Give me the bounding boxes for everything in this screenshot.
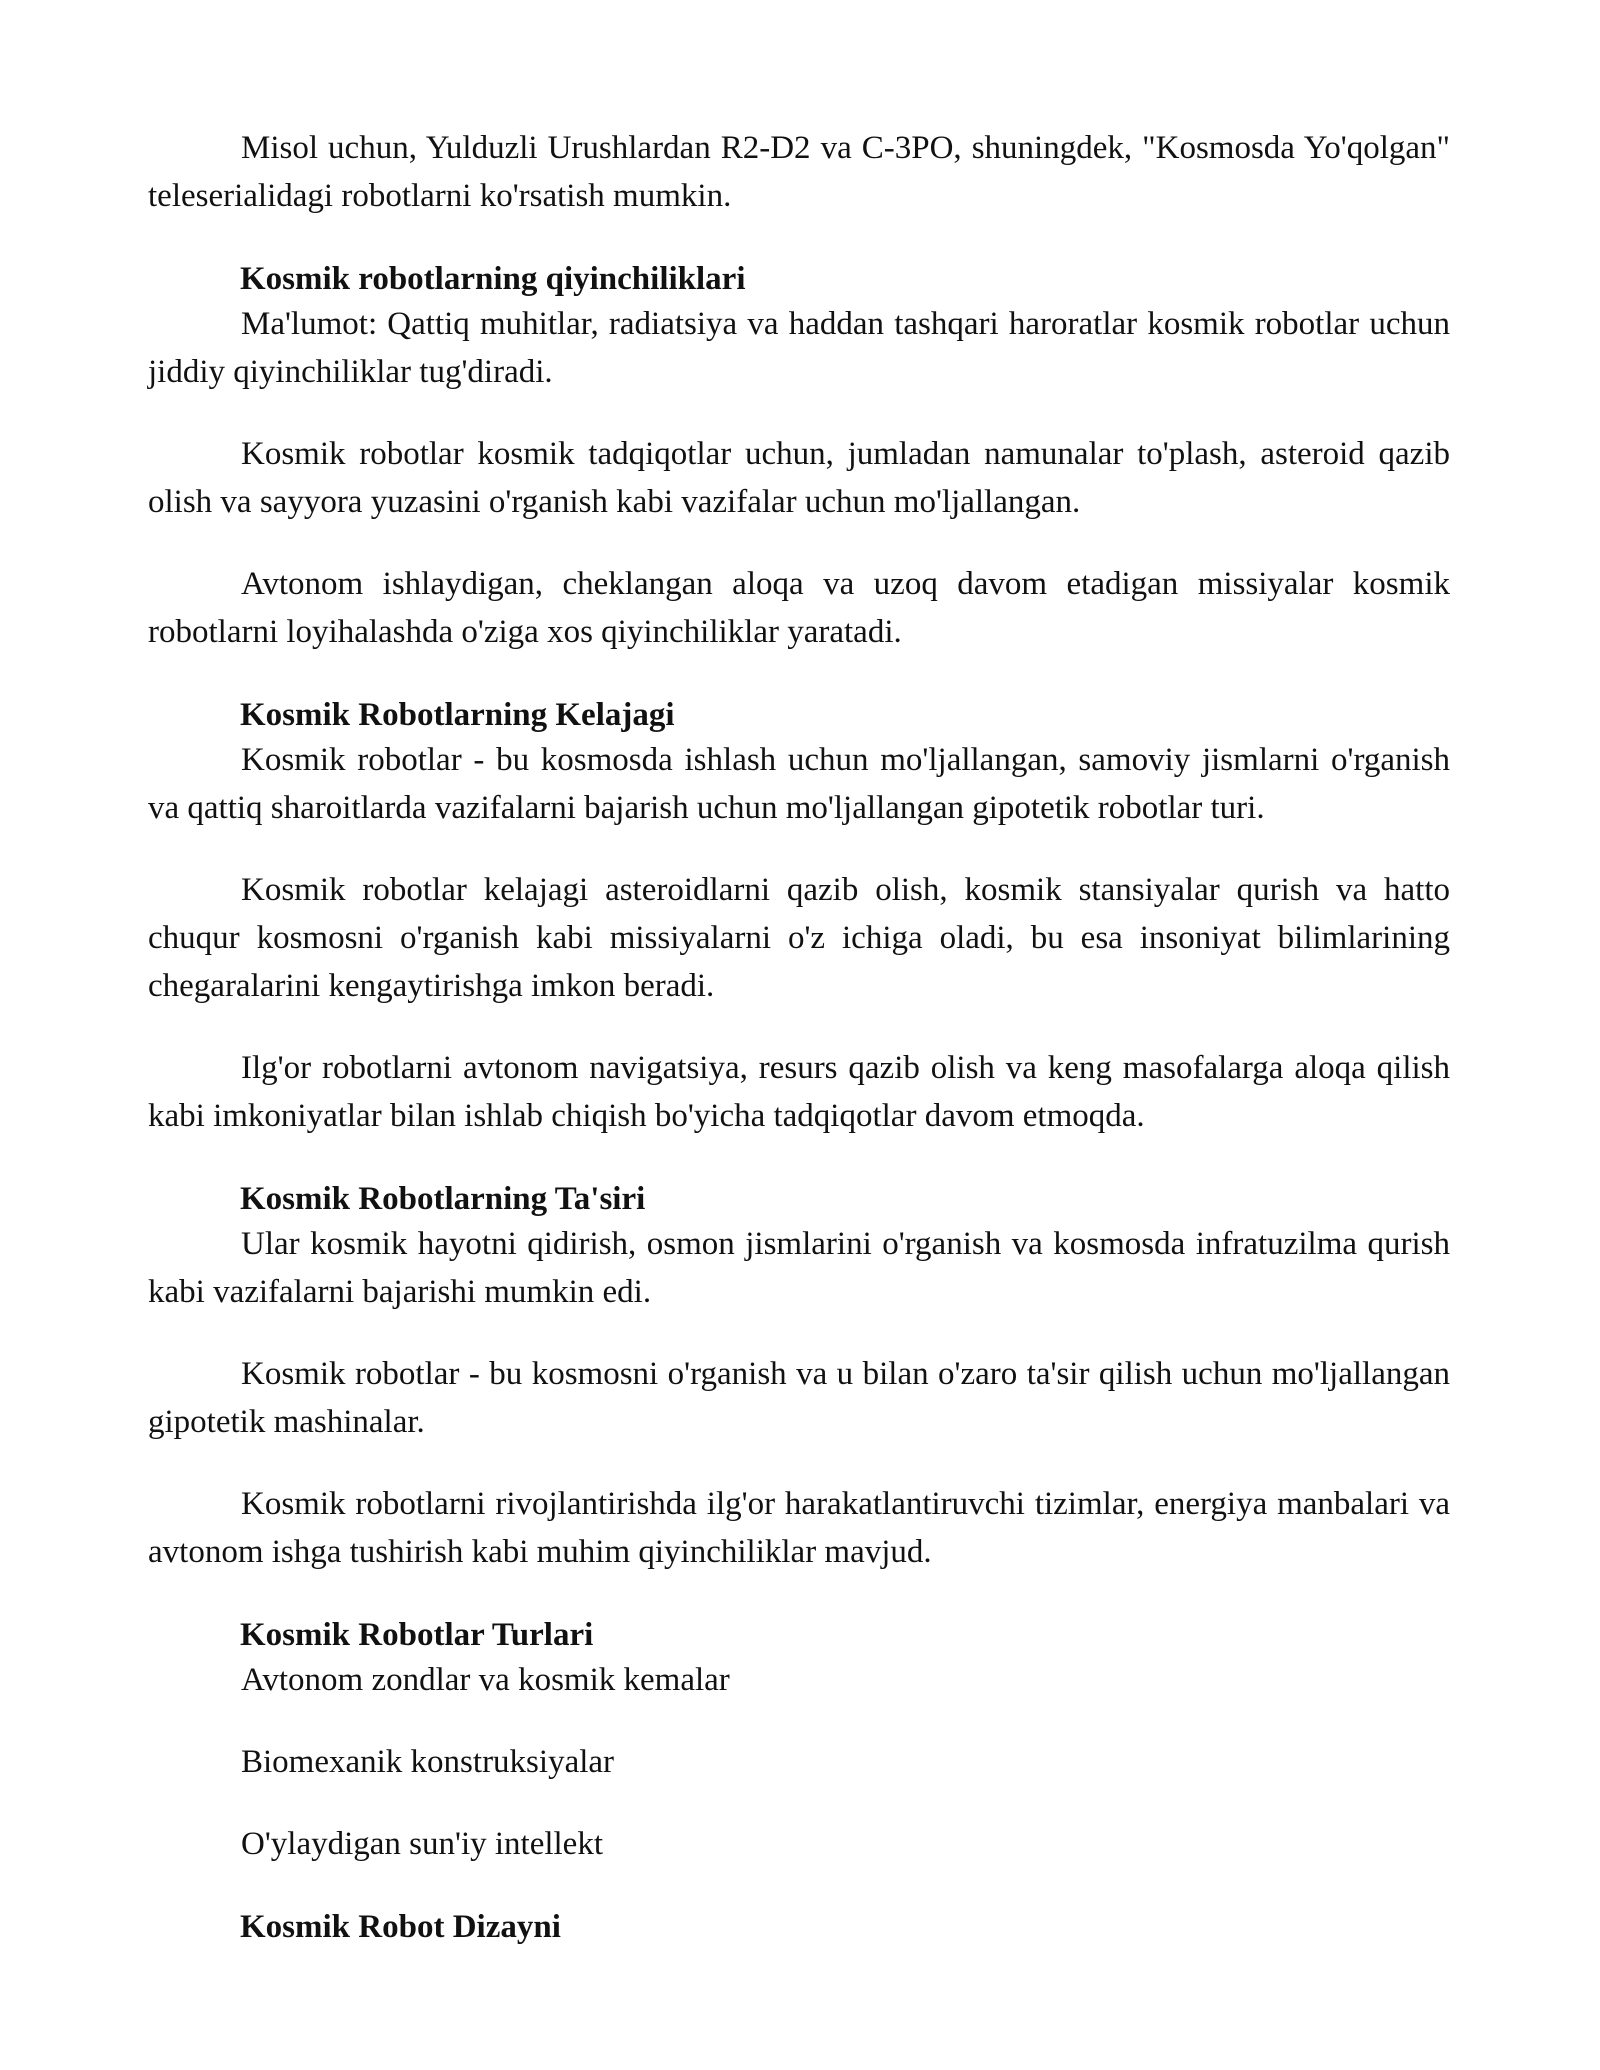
paragraph-examples: Misol uchun, Yulduzli Urushlardan R2-D2 va C-3PO, shuningdek, "Kosmosda Yo'qolgan" teleserialidagi robotlarni ko'rsatish mumkin.	[148, 130, 1450, 214]
heading-design: Kosmik Robot Dizayni	[240, 1909, 561, 1945]
paragraph-definition: Kosmik robotlar - bu kosmosda ishlash uchun mo'ljallangan, samoviy jismlarni o'rganish va qattiq sharoitlarda vazifalarni bajarish uchun mo'ljallangan gipotetik robotlar turi.	[148, 742, 1450, 826]
paragraph-impact: Ular kosmik hayotni qidirish, osmon jismlarini o'rganish va kosmosda infratuzilma qurish kabi vazifalarni bajarishi mumkin edi.	[148, 1226, 1450, 1310]
heading-types: Kosmik Robotlar Turlari	[240, 1617, 594, 1653]
heading-future: Kosmik Robotlarning Kelajagi	[240, 697, 675, 733]
list-item: Biomexanik konstruksiyalar	[241, 1744, 615, 1780]
paragraph-challenges-info: Ma'lumot: Qattiq muhitlar, radiatsiya va haddan tashqari haroratlar kosmik robotlar uchun jiddiy qiyinchiliklar tug'diradi.	[148, 306, 1450, 390]
paragraph-purpose: Kosmik robotlar kosmik tadqiqotlar uchun, jumladan namunalar to'plash, asteroid qazib olish va sayyora yuzasini o'rganish kabi vazifalar uchun mo'ljallangan.	[148, 436, 1450, 520]
list-item: Avtonom zondlar va kosmik kemalar	[241, 1662, 730, 1698]
list-item: O'ylaydigan sun'iy intellekt	[241, 1826, 604, 1862]
paragraph-future: Kosmik robotlar kelajagi asteroidlarni qazib olish, kosmik stansiyalar qurish va hatto chuqur kosmosni o'rganish kabi missiyalarni o'z ichiga oladi, bu esa insoniyat bilimlarining chegaralarini kengaytirishga imkon beradi.	[148, 872, 1450, 1004]
paragraph-research: Ilg'or robotlarni avtonom navigatsiya, resurs qazib olish va keng masofalarga aloqa qilish kabi imkoniyatlar bilan ishlab chiqish bo'yicha tadqiqotlar davom etmoqda.	[148, 1050, 1450, 1134]
heading-impact: Kosmik Robotlarning Ta'siri	[240, 1181, 646, 1217]
heading-challenges: Kosmik robotlarning qiyinchiliklari	[240, 261, 746, 297]
paragraph-machines: Kosmik robotlar - bu kosmosni o'rganish va u bilan o'zaro ta'sir qilish uchun mo'ljallangan gipotetik mashinalar.	[148, 1356, 1450, 1440]
paragraph-development: Kosmik robotlarni rivojlantirishda ilg'or harakatlantiruvchi tizimlar, energiya manbalari va avtonom ishga tushirish kabi muhim qiyinchiliklar mavjud.	[148, 1486, 1450, 1570]
document-page	[148, 124, 1450, 1948]
paragraph-autonomy: Avtonom ishlaydigan, cheklangan aloqa va uzoq davom etadigan missiyalar kosmik robotlarni loyihalashda o'ziga xos qiyinchiliklar yaratadi.	[148, 566, 1450, 650]
